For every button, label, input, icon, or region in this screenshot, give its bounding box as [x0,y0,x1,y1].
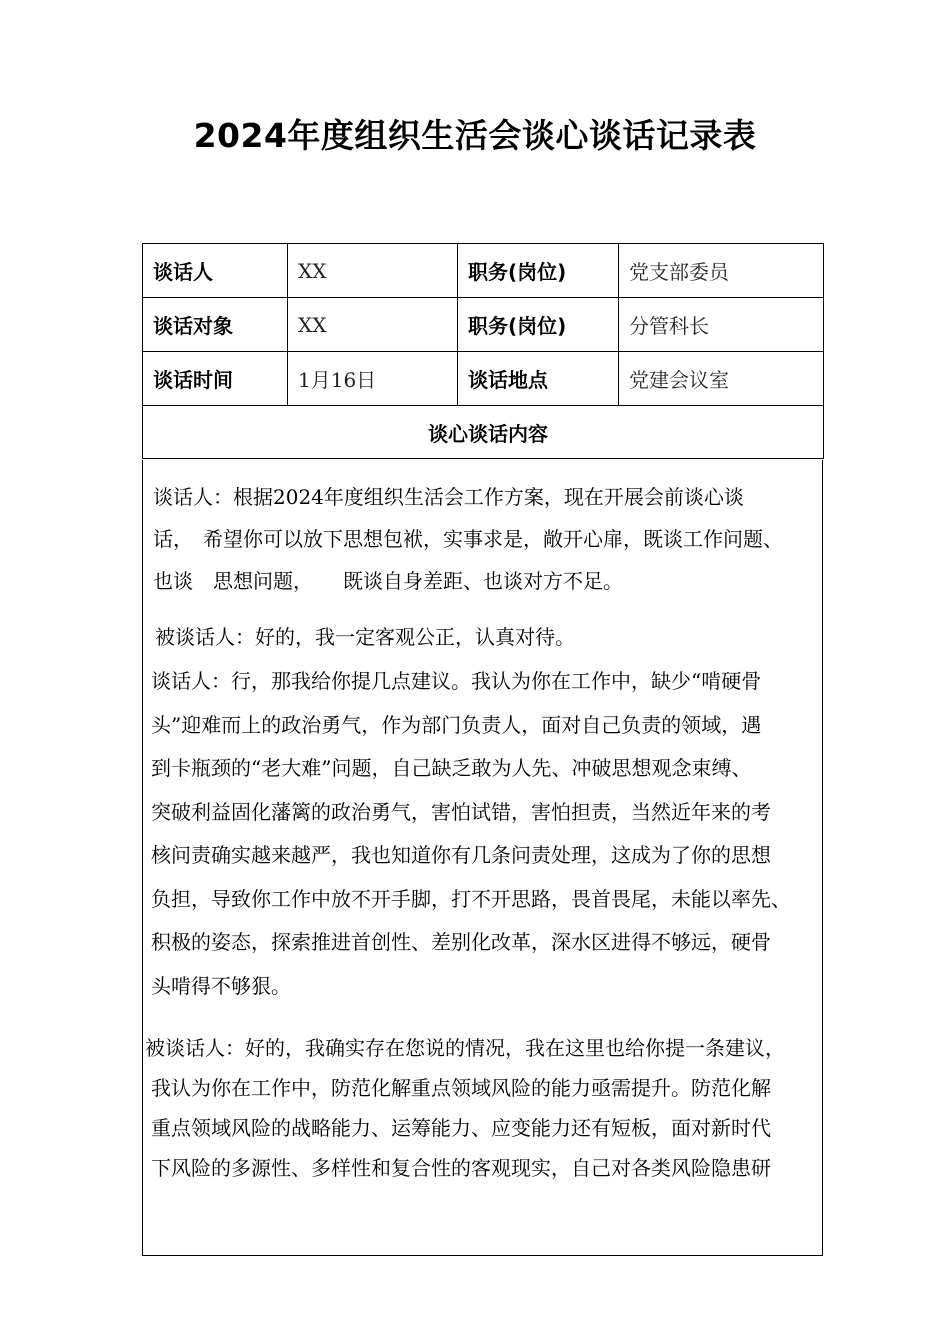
text-line: 到卡瓶颈的“老大难”问题，自己缺乏敢为人先、冲破思想观念束缚、 [151,756,752,780]
paragraph-target-reply [155,616,575,658]
text-line: 头啃得不够狠。 [151,973,291,998]
text-line: 谈话人：行，那我给你提几点建议。我认为你在工作中，缺少“啃硬骨 [151,669,762,693]
text-line: 负担，导致你工作中放不开手脚，打不开思路，畏首畏尾，未能以率先、 [151,886,791,911]
table-row [143,406,824,459]
target-position-value: 分管科长 [619,298,824,352]
talker-label: 谈话人 [143,244,288,298]
paragraph-target-suggestions [145,1028,785,1188]
text-line: 突破利益固化藩篱的政治勇气，害怕试错，害怕担责，当然近年来的考 [151,799,771,824]
text-line: 被谈话人：好的，我一定客观公正，认真对待。 [155,625,575,649]
text-line: 积极的姿态，探索推进首创性、差别化改革，深水区进得不够远，硬骨 [151,930,771,954]
text-line: 我认为你在工作中，防范化解重点领域风险的能力亟需提升。防范化解 [151,1076,771,1100]
paragraph-talker-opening [153,476,783,602]
content-header: 谈心谈话内容 [143,406,824,459]
time-label: 谈话时间 [143,352,288,406]
text-line: 话， 希望你可以放下思想包袱，实事求是，敞开心扉，既谈工作问题、 [153,527,783,551]
text-line: 被谈话人：好的，我确实存在您说的情况，我在这里也给你提一条建议， [145,1036,785,1060]
info-table [142,243,824,459]
talker-position-value: 党支部委员 [619,244,824,298]
text-line: 下风险的多源性、多样性和复合性的客观现实，自己对各类风险隐患研 [151,1156,771,1180]
time-value: 1月16日 [288,352,458,406]
target-label: 谈话对象 [143,298,288,352]
content-box [142,460,823,1256]
text-line: 核问责确实越来越严，我也知道你有几条问责处理，这成为了你的思想 [151,843,771,867]
table-row [143,244,824,298]
document-title: 2024年度组织生活会谈心谈话记录表 [193,116,757,155]
target-value: XX [288,298,458,352]
paragraph-talker-suggestions [151,660,791,1008]
talker-position-label: 职务(岗位) [458,244,619,298]
talker-value: XX [288,244,458,298]
target-position-label: 职务(岗位) [458,298,619,352]
table-row [143,298,824,352]
place-label: 谈话地点 [458,352,619,406]
table-row [143,352,824,406]
text-line: 谈话人：根据2024年度组织生活会工作方案，现在开展会前谈心谈 [153,485,744,509]
text-line: 重点领域风险的战略能力、运筹能力、应变能力还有短板，面对新时代 [151,1116,771,1140]
text-line: 也谈 思想问题， 既谈自身差距、也谈对方不足。 [153,569,623,593]
text-line: 头”迎难而上的政治勇气，作为部门负责人，面对自己负责的领域，遇 [151,712,762,737]
place-value: 党建会议室 [619,352,824,406]
